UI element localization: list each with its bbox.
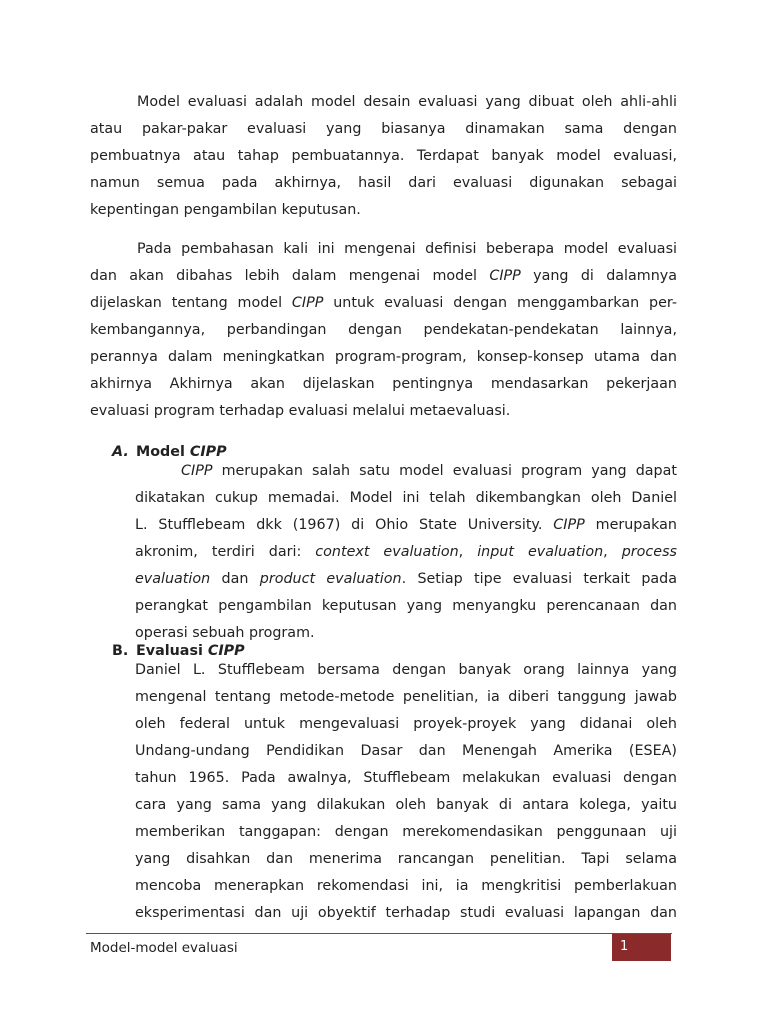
section-title-italic: CIPP	[189, 444, 227, 460]
text-line: perangkat pengambilan keputusan yang menyangku perencanaan dan	[135, 598, 677, 614]
text-span: merupakan	[584, 517, 677, 533]
text-line: cara yang sama yang dilakukan oleh banyak di antara kolega, yaitu	[135, 797, 677, 813]
text-line: perannya dalam meningkatkan program-program, konsep-konsep utama dan	[90, 349, 677, 365]
italic-term: CIPP	[553, 517, 585, 533]
text-line: atau pakar-pakar evaluasi yang biasanya dinamakan sama dengan	[90, 121, 677, 137]
italic-term: evaluation	[135, 571, 211, 587]
paragraph-intro	[90, 89, 677, 224]
footer-title: Model-model evaluasi	[90, 940, 238, 956]
page-number-badge	[612, 934, 671, 961]
italic-term: CIPP	[291, 295, 324, 311]
text-span: dan akan dibahas lebih dalam mengenai model	[90, 268, 490, 284]
text-span: L. Stufflebeam dkk (1967) di Ohio State University.	[135, 517, 554, 533]
italic-term: CIPP	[489, 268, 521, 284]
text-line: Model evaluasi adalah model desain evaluasi yang dibuat oleh ahli-ahli	[137, 94, 677, 110]
text-line: yang disahkan dan menerima rancangan penelitian. Tapi selama	[135, 851, 677, 867]
text-span: yang di dalamnya	[520, 268, 677, 284]
text-line	[135, 458, 677, 485]
text-line: namun semua pada akhirnya, hasil dari evaluasi digunakan sebagai	[90, 175, 677, 191]
text-span: akronim, terdiri dari:	[135, 544, 316, 560]
text-line: operasi sebuah program.	[135, 625, 315, 641]
page-number: 1	[620, 939, 629, 954]
text-line: Daniel L. Stufflebeam bersama dengan banyak orang lainnya yang	[135, 662, 677, 678]
text-line	[135, 566, 677, 593]
text-line: eksperimentasi dan uji obyektif terhadap studi evaluasi lapangan dan	[135, 905, 677, 921]
section-b-body	[135, 657, 677, 927]
text-span: . Setiap tipe evaluasi terkait pada	[401, 571, 677, 587]
italic-term: input evaluation	[477, 544, 604, 560]
text-span: untuk evaluasi dengan menggambarkan per-	[323, 295, 677, 311]
text-span: ,	[458, 544, 478, 560]
text-line	[135, 512, 677, 539]
italic-term: CIPP	[181, 463, 213, 479]
section-letter: A.	[112, 444, 129, 460]
text-line: akhirnya Akhirnya akan dijelaskan pentingnya mendasarkan pekerjaan	[90, 376, 677, 392]
section-title: Model	[136, 444, 190, 460]
italic-term: product evaluation	[259, 571, 402, 587]
text-span: dan	[210, 571, 260, 587]
text-line: memberikan tanggapan: dengan merekomendasikan penggunaan uji	[135, 824, 677, 840]
text-line: kembangannya, perbandingan dengan pendekatan-pendekatan lainnya,	[90, 322, 677, 338]
text-line	[90, 263, 677, 290]
text-line: mencoba menerapkan rekomendasi ini, ia mengkritisi pemberlakuan	[135, 878, 677, 894]
section-letter: B.	[112, 643, 129, 659]
text-span: dijelaskan tentang model	[90, 295, 292, 311]
text-span: ,	[603, 544, 622, 560]
text-line	[90, 290, 677, 317]
text-line: Pada pembahasan kali ini mengenai definisi beberapa model evaluasi	[137, 241, 677, 257]
italic-term: context evaluation	[315, 544, 459, 560]
text-line: oleh federal untuk mengevaluasi proyek-proyek yang didanai oleh	[135, 716, 677, 732]
section-title: Evaluasi	[136, 643, 208, 659]
text-line: Undang-undang Pendidikan Dasar dan Menengah Amerika (ESEA)	[135, 743, 677, 759]
section-a-body	[135, 458, 677, 647]
text-line	[135, 539, 677, 566]
paragraph-overview	[90, 236, 677, 425]
text-line: tahun 1965. Pada awalnya, Stufflebeam melakukan evaluasi dengan	[135, 770, 677, 786]
footer-divider	[86, 933, 672, 934]
section-title-italic: CIPP	[207, 643, 245, 659]
italic-term: process	[621, 544, 677, 560]
text-line: mengenal tentang metode-metode penelitian, ia diberi tanggung jawab	[135, 689, 677, 705]
text-line: evaluasi program terhadap evaluasi melalui metaevaluasi.	[90, 403, 511, 419]
text-line: pembuatnya atau tahap pembuatannya. Terdapat banyak model evaluasi,	[90, 148, 677, 164]
text-line: kepentingan pengambilan keputusan.	[90, 202, 361, 218]
text-span: merupakan salah satu model evaluasi program yang dapat	[212, 463, 677, 479]
text-line: dikatakan cukup memadai. Model ini telah dikembangkan oleh Daniel	[135, 490, 677, 506]
